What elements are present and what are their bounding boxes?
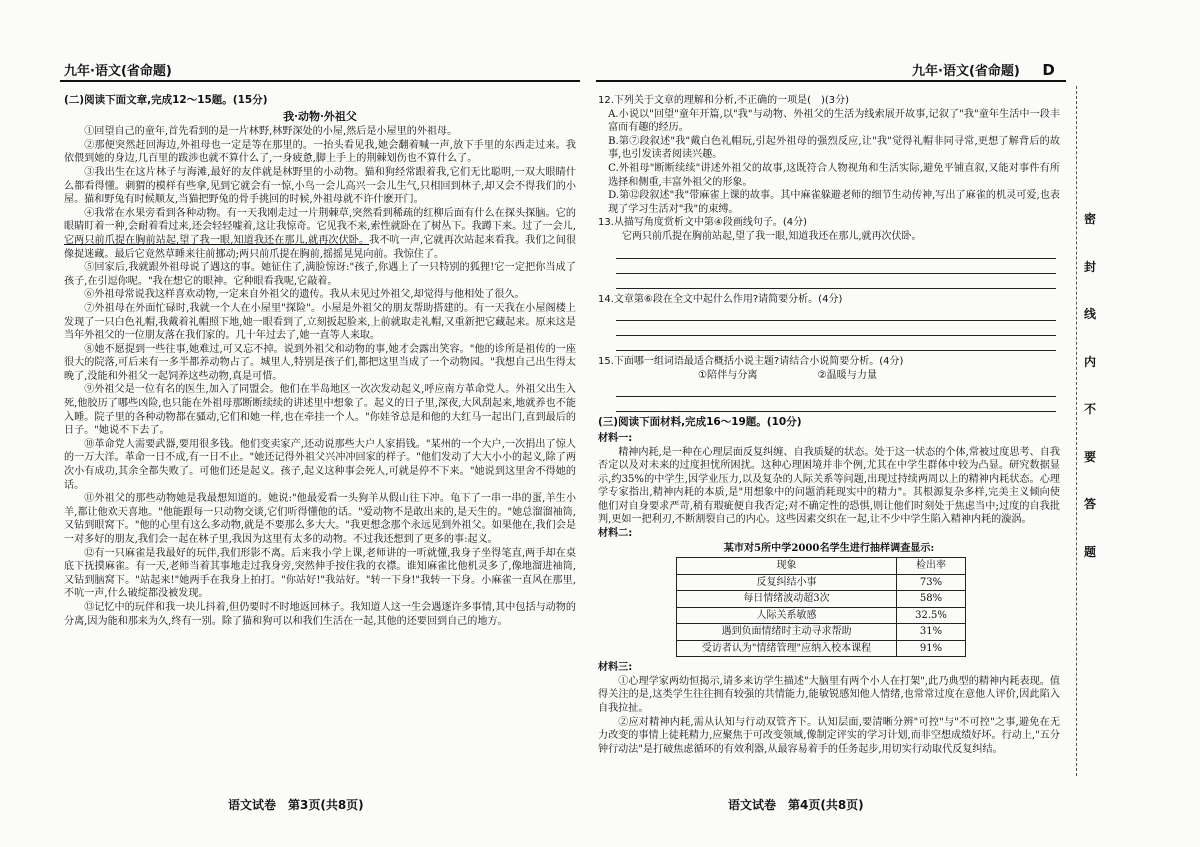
table-row [677, 624, 966, 641]
seal-char: 封 [1084, 259, 1097, 274]
option-12c: C.外祖母"断断续续"讲述外祖父的故事,这既符合人物视角和生活实际,避免平铺直叙,又能对事件有所选择和侧重,丰富外祖父的形象。 [608, 162, 1060, 188]
choice-1: ①陪伴与分离 [698, 369, 758, 381]
table-cell: 31% [897, 624, 966, 641]
table-cell: 32.5% [897, 607, 966, 624]
table-cell: 反复纠结小事 [677, 574, 897, 591]
header-rule-right [596, 80, 1066, 82]
table-row [677, 591, 966, 608]
paragraph-7: ⑦外祖母在外面忙碌时,我就一个人在小屋里"探险"。小屋是外祖父的朋友帮助搭建的。有一天我在小屋阁楼上发现了一只白色礼帽,我戴着礼帽照下地,她一眼看到了,立刻扳起脸来,上前就取走礼帽,又重新把它藏起来。原来这是当年外祖父的一位朋友落在我们家的。几十年过去了,她一直等人来取。 [64, 302, 576, 342]
header-rule-left [60, 80, 580, 82]
section-3-title: (三)阅读下面材料,完成16～19题。(10分) [598, 416, 802, 429]
choice-2: ②温暖与力量 [817, 369, 878, 381]
seal-char: 答 [1084, 497, 1097, 511]
seal-char: 不 [1084, 402, 1097, 416]
seal-char: 线 [1084, 307, 1097, 321]
table-row [677, 640, 966, 657]
paragraph-12: ⑫有一只麻雀是我最好的玩伴,我们形影不离。后来我小学上课,老师讲的一听就懂,我身子坐得笔直,两手却在桌底下抚摸麻雀。有一天,老师当着其事地走过我身旁,突然伸手按住我的衣襟。谁知麻雀比他机灵多了,像地溜进袖筒,又钻到脑窝下。"站起来!"她两手在我身上拍打。"你站好!"我站好。"转一下身!"我转一下身。小麻雀一直风在那里,不吭一声,什么破绽都没被发现。 [64, 547, 576, 600]
material-2-label: 材料二: [598, 528, 633, 540]
survey-col-rate: 检出率 [897, 558, 966, 575]
table-row [677, 607, 966, 624]
paragraph-9: ⑨外祖父是一位有名的医生,加入了同盟会。他们在半岛地区一次次发动起义,呼应南方革命党人。外祖父出生入死,他胶历了哪些凶险,也只能在外祖母那断断续续的讲述里中想象了。起义的日子里,深夜,大风刮起来,地就养也不能入睡。院子里的各种动物都在骚动,它们和她一样,也在牵挂一个人。"你娃爷总是和他的大红马一起出门,直到最后的日子。"她说不下去了。 [64, 384, 576, 437]
question-12: 12.下列关于文章的理解和分析,不正确的一项是( )(3分) [598, 95, 850, 106]
survey-header-row [677, 558, 966, 575]
question-14: 14.文章第⑥段在全文中起什么作用?请简要分析。(4分) [598, 293, 843, 305]
answer-line[interactable] [616, 306, 1056, 321]
material-3-p2: ②应对精神内耗,需从认知与行动双管齐下。认知层面,要清晰分辨"可控"与"不可控"之事,避免在无力改变的事情上徒耗精力,应聚焦于可改变领域,像制定评实的学习计划,而非空想成绩好坏。行动上,"五分钟行动法"是打破焦虑循环的有效利器,从最容易着手的任务起步,用切实行动取代反复纠结。 [598, 716, 1060, 755]
material-3-label: 材料三: [598, 662, 633, 674]
material-1-text: 精神内耗,是一种在心理层面反复纠缠、自我质疑的状态。处于这一状态的个体,常被过度思考、自我否定以及对未来的过度担忧所困扰。这种心理困境并非个例,尤其在中学生群体中较为凸显。研究数据显示,约35%的中学生,因学业压力,以及复杂的人际关系等问题,出现过持续两周以上的精神内耗状态。心理学专家指出,精神内耗的本质,是"用想象中的问题消耗现实中的精力"。其根源复杂多样,完美主义倾向使他们对自身要求严苛,稍有瑕疵便自我否定;对不确定性的恐惧,则让他们时刻处于焦虑当中;过度的自我批判,更如一把利刃,不断割裂自己的内心。这些因素交织在一起,让不少中学生陷入精神内耗的漩涡。 [598, 446, 1060, 526]
paragraph-4 [64, 207, 576, 261]
option-12d: D.第⑫段叙述"我"带麻雀上课的故事。其中麻雀躲避老师的细节生动传神,写出了麻雀的机灵可爱,也表现了学习生活对"我"的束缚。 [608, 190, 1060, 215]
option-12b: B.第⑦段叙述"我"戴白色礼帽玩,引起外祖母的强烈反应,让"我"觉得礼帽非同寻常,更想了解背后的故事,也引发读者阅读兴趣。 [608, 135, 1060, 161]
answer-line[interactable] [616, 259, 1056, 274]
answer-line[interactable] [616, 336, 1056, 351]
paragraph-5: ⑤回家后,我就跟外祖母说了遇这的事。她征住了,满脸惊讶:"孩子,你遇上了一只特别的狐狸!它一定把你当成了孩子,在引逗你呢。"我在想它的眼神。它种眼看我呢,它敲着。 [64, 262, 576, 287]
answer-line[interactable] [616, 244, 1056, 259]
seal-line-text [1084, 210, 1096, 560]
paragraph-4-end: 我不吭一声,它就再次站起来看我。我们之间很像捉迷藏。最后它竟然草睡来往前挪动;两只前爪提在胸前,摇摇晃晃向前。我惊住了。 [64, 234, 576, 260]
seal-char: 内 [1084, 354, 1097, 369]
table-cell: 58% [897, 591, 966, 608]
option-12a: A.小说以"回望"童年开篇,以"我"与动物、外祖父的生活为线索展开故事,记叙了"我"童年生活中一段丰富而有趣的经历。 [608, 108, 1060, 134]
paragraph-6: ⑥外祖母常说我这样喜欢动物,一定来自外祖父的遗传。我从未见过外祖父,却觉得与他相处了很久。 [84, 289, 525, 301]
paragraph-10: ⑩革命党人需要武器,要用很多钱。他们变卖家产,还动说那些大户人家捐钱。"某州的一个大户,一次捐出了惊人的一万大洋。革命一日不成,有一日不止。"她还记得外祖父兴冲冲回家的样子。"他们发动了大大小小的起义,除了两次小有成功,其余全都失败了。可他们还是起义。孩子,起义这种事会死人,可就是停不下来。"她说到这里舍不得她的话。 [64, 438, 576, 491]
footer-page-4: 语文试卷 第4页(共8页) [728, 798, 864, 812]
page-4 [598, 94, 1060, 756]
header-right-title: 九年·语文(省命题) [912, 64, 1020, 79]
paragraph-8: ⑧她不愿提到一些往事,她难过,可又忘不掉。说到外祖父和动物的事,她才会露出笑容。"他的诊所是祖传的一座很大的院落,可后来有一多半都养动物占了。城里人,特别是孩子们,都把这里当成了一个动物园。"我想自己出生得太晚了,没能和外祖父一起饲养这些动物,真是可惜。 [64, 343, 576, 382]
material-3-p1: ①心理学家两幼恒揭示,请多来访学生描述"大脑里有两个小人在打架",此乃典型的精神内耗表现。值得关注的是,这类学生往往拥有较强的共情能力,能敏锐感知他人情绪,也常常过度在意他人评价,因此陷入自我拉扯。 [598, 675, 1060, 715]
table-cell: 91% [897, 640, 966, 657]
paragraph-2: ②那便突然赶回海边,外祖母也一定是等在那里的。一抬头看见我,她会翻着喊一声,放下手里的东西走过来。我依偎到她的身边,几百里的跋涉也就不算什么了,一身疲惫,脚上手上的荆棘划伤也不算什么了。 [64, 139, 576, 165]
survey-caption: 某市对5所中学2000名学生进行抽样调查显示: [723, 542, 935, 554]
question-13: 13.从描写角度赏析文中第④段画线句子。(4分) [598, 217, 808, 229]
paragraph-3: ③我出生在这片林子与海滩,最好的友伴就是林野里的小动物。猫和狗经常跟着我,它们无比聪明,一双大眼睛什么都看得懂。刺猬的模样有些拿,见到它就会有一惊,小鸟一会儿高兴一会儿生气,只相回到林子,却又会不得我们的小屋。猫和野兔有时候顺友,当猫把野兔的骨手挑回的时候,外祖母就不许什麽开门。 [64, 166, 576, 206]
paragraph-11: ⑪外祖父的那些动物她是我最想知道的。她说:"他最爱看一头狗羊从假山往下冲。龟下了一串一串的蛋,羊生小羊,都让他欢天喜地。"他能跟每一只动物交谈,它们听得懂他的话。"爱动物不是敢出来的,是天生的。"她总溜溜袖筒,又钻到眼窝下。"他的心里有这么多动物,就是不要那么多大大。"我更想念那个永远见到外祖父。如果他在,我们会是一对多好的朋友,我们会一起在林子里,我因为这里有太多的动物。不过我还想到了更多的事:起义。 [64, 493, 576, 545]
question-15: 15.下面哪一组词语最适合概括小说主题?请结合小说简要分析。(4分) [598, 356, 904, 368]
table-row [677, 574, 966, 591]
question-13-quote: 它两只前爪提在胸前站起,望了我一眼,知道我还在那儿,就再次伏卧。 [622, 230, 922, 242]
seal-char: 要 [1084, 449, 1097, 464]
answer-line[interactable] [616, 382, 1056, 397]
answer-line[interactable] [616, 274, 1056, 289]
survey-col-phenomenon: 现象 [677, 558, 897, 575]
answer-line[interactable] [616, 321, 1056, 336]
paragraph-4-start: ④我常在水果旁看到各种动物。有一天我刚走过一片荆棘草,突然看到稀疏的红柳后面有什么在探头探脑。它的眼睛盯着一种,会耐着看过来,还会轻轻嘘着,这让我惊奇。它见我不来,索性就卧在了树丛下。我蹲下来。过了一会儿, [64, 207, 576, 233]
article-title: 我·动物·外祖父 [283, 109, 357, 123]
table-cell: 每日情绪波动超3次 [677, 591, 897, 608]
seal-char: 题 [1084, 544, 1097, 559]
seal-char: 密 [1084, 212, 1097, 226]
question-15-choices [598, 369, 1060, 383]
material-1-label: 材料一: [598, 432, 633, 444]
table-cell: 人际关系敏感 [677, 607, 897, 624]
section-2-title: (二)阅读下面文章,完成12～15题。(15分) [64, 94, 268, 106]
footer-page-3: 语文试卷 第3页(共8页) [228, 798, 364, 812]
table-cell: 73% [897, 574, 966, 591]
page-3 [64, 94, 576, 628]
exam-version: D [1042, 61, 1055, 79]
underlined-sentence: 它两只前爪提在胸前站起,望了我一眼,知道我还在那儿,就再次伏卧。 [64, 234, 370, 246]
paragraph-13: ⑬记忆中的玩伴和我一块儿抖着,但仍要时不时地返回林子。我知道人这一生会遇逐许多事情,其中包括与动物的分离,因为能和那来为久,终有一别。除了猫和狗可以和我们生活在一起,其他的还要回到自己的地方。 [64, 601, 576, 627]
table-cell: 受访者认为"情绪管理"应纳入校本课程 [677, 640, 897, 657]
table-cell: 遇到负面情绪时主动寻求帮助 [677, 624, 897, 641]
paragraph-1: ①回望自己的童年,首先看到的是一片林野,林野深处的小屋,然后是小屋里的外祖母。 [84, 126, 458, 138]
survey-table [676, 557, 966, 657]
answer-line[interactable] [616, 397, 1056, 412]
header-right [912, 60, 1055, 79]
header-left: 九年·语文(省命题) [64, 64, 172, 79]
